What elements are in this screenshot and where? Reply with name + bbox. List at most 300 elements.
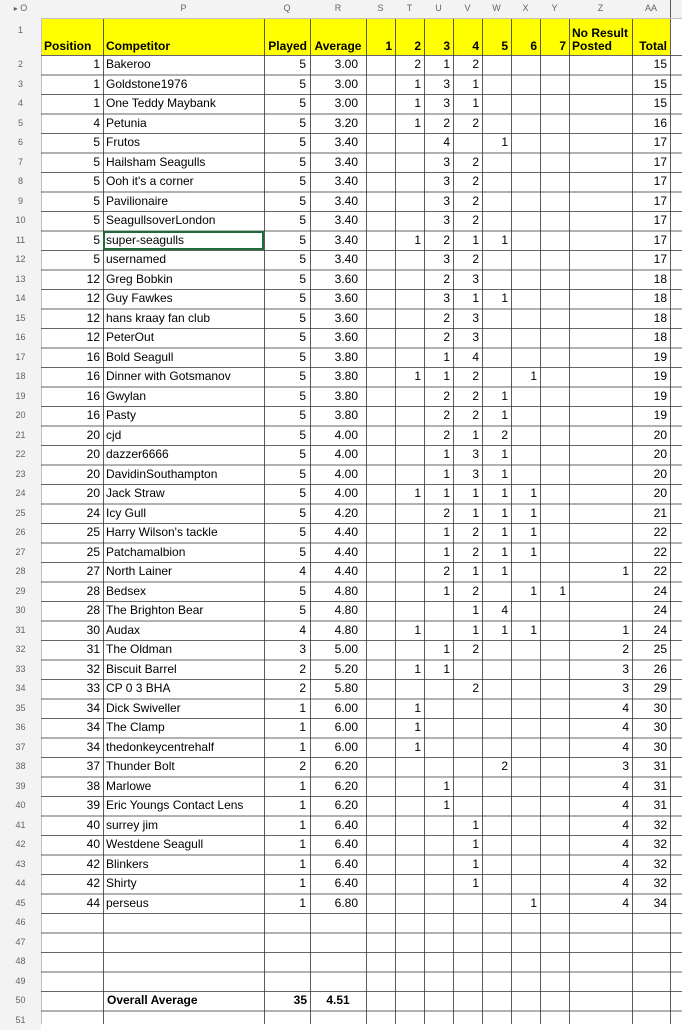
data-cell[interactable]: 5: [41, 231, 103, 251]
data-cell[interactable]: 2: [395, 55, 424, 75]
data-cell[interactable]: 39: [41, 796, 103, 816]
row-number[interactable]: 20: [0, 406, 41, 426]
data-cell[interactable]: 6.00: [310, 718, 366, 738]
data-cell[interactable]: [424, 972, 453, 992]
data-cell[interactable]: [569, 484, 632, 504]
data-cell[interactable]: 5: [264, 387, 310, 407]
data-cell[interactable]: 2: [264, 757, 310, 777]
competitor-cell[interactable]: Gwylan: [103, 387, 264, 407]
data-cell[interactable]: 4.00: [310, 465, 366, 485]
data-cell[interactable]: 15: [632, 94, 670, 114]
header-cell[interactable]: [632, 18, 670, 55]
data-cell[interactable]: [482, 855, 511, 875]
data-cell[interactable]: 2: [453, 55, 482, 75]
data-cell[interactable]: [540, 153, 569, 173]
competitor-cell[interactable]: Petunia: [103, 114, 264, 134]
data-cell[interactable]: 1: [264, 718, 310, 738]
competitor-cell[interactable]: CP 0 3 BHA: [103, 679, 264, 699]
competitor-cell[interactable]: cjd: [103, 426, 264, 446]
data-cell[interactable]: [482, 777, 511, 797]
data-cell[interactable]: [540, 94, 569, 114]
data-cell[interactable]: [453, 660, 482, 680]
data-cell[interactable]: 34: [41, 699, 103, 719]
data-cell[interactable]: 4.40: [310, 543, 366, 563]
data-cell[interactable]: 4: [453, 348, 482, 368]
data-cell[interactable]: 1: [424, 445, 453, 465]
data-cell[interactable]: 20: [632, 484, 670, 504]
data-cell[interactable]: [366, 582, 395, 602]
data-cell[interactable]: 2: [424, 231, 453, 251]
data-cell[interactable]: [569, 972, 632, 992]
row-number[interactable]: 8: [0, 172, 41, 192]
data-cell[interactable]: 16: [41, 387, 103, 407]
data-cell[interactable]: [482, 738, 511, 758]
data-cell[interactable]: 34: [632, 894, 670, 914]
data-cell[interactable]: 2: [453, 640, 482, 660]
data-cell[interactable]: 2: [264, 660, 310, 680]
row-number[interactable]: 38: [0, 757, 41, 777]
data-cell[interactable]: 17: [632, 172, 670, 192]
data-cell[interactable]: 1: [424, 777, 453, 797]
row-number[interactable]: 2: [0, 55, 41, 75]
data-cell[interactable]: 31: [632, 777, 670, 797]
data-cell[interactable]: [366, 1011, 395, 1030]
data-cell[interactable]: [424, 913, 453, 933]
data-cell[interactable]: 2: [424, 309, 453, 329]
data-cell[interactable]: 1: [511, 484, 540, 504]
data-cell[interactable]: [540, 913, 569, 933]
data-cell[interactable]: [395, 426, 424, 446]
data-cell[interactable]: 1: [482, 289, 511, 309]
data-cell[interactable]: [511, 991, 540, 1011]
competitor-cell[interactable]: The Clamp: [103, 718, 264, 738]
data-cell[interactable]: 1: [424, 582, 453, 602]
data-cell[interactable]: [482, 250, 511, 270]
data-cell[interactable]: [453, 738, 482, 758]
data-cell[interactable]: [540, 972, 569, 992]
data-cell[interactable]: [395, 465, 424, 485]
data-cell[interactable]: 1: [424, 543, 453, 563]
data-cell[interactable]: 19: [632, 367, 670, 387]
data-cell[interactable]: [424, 621, 453, 641]
data-cell[interactable]: 15: [632, 75, 670, 95]
data-cell[interactable]: 3.40: [310, 192, 366, 212]
data-cell[interactable]: [511, 952, 540, 972]
competitor-cell[interactable]: hans kraay fan club: [103, 309, 264, 329]
data-cell[interactable]: [511, 289, 540, 309]
data-cell[interactable]: 1: [453, 426, 482, 446]
data-cell[interactable]: [540, 816, 569, 836]
data-cell[interactable]: 5: [264, 328, 310, 348]
data-cell[interactable]: 3.60: [310, 289, 366, 309]
data-cell[interactable]: 1: [569, 621, 632, 641]
data-cell[interactable]: [540, 874, 569, 894]
data-cell[interactable]: [453, 718, 482, 738]
data-cell[interactable]: [482, 1011, 511, 1030]
header-cell[interactable]: [569, 18, 632, 55]
data-cell[interactable]: [366, 738, 395, 758]
data-cell[interactable]: [424, 835, 453, 855]
data-cell[interactable]: 1: [453, 562, 482, 582]
header-cell[interactable]: [264, 18, 310, 55]
column-header[interactable]: [569, 0, 632, 18]
competitor-cell[interactable]: Blinkers: [103, 855, 264, 875]
data-cell[interactable]: [511, 738, 540, 758]
data-cell[interactable]: [540, 367, 569, 387]
data-cell[interactable]: [395, 328, 424, 348]
data-cell[interactable]: 3.60: [310, 309, 366, 329]
data-cell[interactable]: 4.51: [310, 991, 366, 1011]
row-number[interactable]: 14: [0, 289, 41, 309]
data-cell[interactable]: 2: [453, 679, 482, 699]
data-cell[interactable]: [511, 660, 540, 680]
data-cell[interactable]: [540, 523, 569, 543]
data-cell[interactable]: 2: [424, 270, 453, 290]
data-cell[interactable]: 3: [569, 660, 632, 680]
data-cell[interactable]: 25: [41, 543, 103, 563]
data-cell[interactable]: [511, 562, 540, 582]
data-cell[interactable]: [540, 640, 569, 660]
data-cell[interactable]: 1: [395, 114, 424, 134]
data-cell[interactable]: 1: [395, 231, 424, 251]
competitor-cell[interactable]: One Teddy Maybank: [103, 94, 264, 114]
data-cell[interactable]: 15: [632, 55, 670, 75]
data-cell[interactable]: [511, 816, 540, 836]
data-cell[interactable]: [569, 445, 632, 465]
data-cell[interactable]: [540, 796, 569, 816]
data-cell[interactable]: [366, 426, 395, 446]
data-cell[interactable]: [540, 991, 569, 1011]
row-number[interactable]: 44: [0, 874, 41, 894]
data-cell[interactable]: [366, 94, 395, 114]
data-cell[interactable]: [366, 972, 395, 992]
competitor-cell[interactable]: Dick Swiveller: [103, 699, 264, 719]
data-cell[interactable]: [366, 913, 395, 933]
data-cell[interactable]: [482, 367, 511, 387]
competitor-cell[interactable]: [103, 933, 264, 953]
data-cell[interactable]: [540, 270, 569, 290]
data-cell[interactable]: 5: [41, 153, 103, 173]
data-cell[interactable]: 1: [511, 523, 540, 543]
data-cell[interactable]: [540, 328, 569, 348]
header-cell[interactable]: [511, 18, 540, 55]
competitor-cell[interactable]: Biscuit Barrel: [103, 660, 264, 680]
data-cell[interactable]: [569, 348, 632, 368]
header-cell[interactable]: [540, 18, 569, 55]
data-cell[interactable]: [395, 270, 424, 290]
data-cell[interactable]: 16: [41, 406, 103, 426]
competitor-cell[interactable]: Guy Fawkes: [103, 289, 264, 309]
data-cell[interactable]: [424, 933, 453, 953]
data-cell[interactable]: 1: [424, 523, 453, 543]
data-cell[interactable]: [569, 55, 632, 75]
row-number[interactable]: 4: [0, 94, 41, 114]
data-cell[interactable]: 2: [453, 523, 482, 543]
row-number[interactable]: 50: [0, 991, 41, 1011]
data-cell[interactable]: [366, 835, 395, 855]
row-number[interactable]: 42: [0, 835, 41, 855]
data-cell[interactable]: [540, 738, 569, 758]
data-cell[interactable]: 6.40: [310, 816, 366, 836]
data-cell[interactable]: 1: [453, 484, 482, 504]
data-cell[interactable]: 1: [482, 465, 511, 485]
data-cell[interactable]: 1: [453, 94, 482, 114]
data-cell[interactable]: [482, 309, 511, 329]
data-cell[interactable]: 1: [511, 894, 540, 914]
data-cell[interactable]: 3: [453, 445, 482, 465]
data-cell[interactable]: 32: [632, 816, 670, 836]
data-cell[interactable]: 3: [424, 250, 453, 270]
row-number[interactable]: 6: [0, 133, 41, 153]
data-cell[interactable]: 5: [264, 484, 310, 504]
data-cell[interactable]: 3.40: [310, 211, 366, 231]
data-cell[interactable]: 12: [41, 289, 103, 309]
row-number[interactable]: 49: [0, 972, 41, 992]
data-cell[interactable]: [424, 991, 453, 1011]
row-number[interactable]: 45: [0, 894, 41, 914]
data-cell[interactable]: 19: [632, 387, 670, 407]
data-cell[interactable]: [511, 601, 540, 621]
data-cell[interactable]: 32: [632, 874, 670, 894]
data-cell[interactable]: [482, 270, 511, 290]
data-cell[interactable]: 12: [41, 270, 103, 290]
data-cell[interactable]: 1: [264, 855, 310, 875]
data-cell[interactable]: [511, 114, 540, 134]
data-cell[interactable]: [395, 796, 424, 816]
data-cell[interactable]: 2: [453, 114, 482, 134]
data-cell[interactable]: 5: [264, 94, 310, 114]
data-cell[interactable]: [366, 855, 395, 875]
data-cell[interactable]: 3: [424, 211, 453, 231]
data-cell[interactable]: 2: [453, 211, 482, 231]
data-cell[interactable]: [424, 601, 453, 621]
data-cell[interactable]: [424, 816, 453, 836]
competitor-cell[interactable]: [103, 913, 264, 933]
header-cell[interactable]: [482, 18, 511, 55]
data-cell[interactable]: 6.40: [310, 835, 366, 855]
data-cell[interactable]: 1: [482, 387, 511, 407]
data-cell[interactable]: [482, 94, 511, 114]
data-cell[interactable]: 2: [424, 328, 453, 348]
data-cell[interactable]: [511, 133, 540, 153]
data-cell[interactable]: 32: [632, 855, 670, 875]
data-cell[interactable]: 20: [632, 445, 670, 465]
data-cell[interactable]: 5: [264, 348, 310, 368]
data-cell[interactable]: [482, 582, 511, 602]
data-cell[interactable]: 1: [511, 582, 540, 602]
data-cell[interactable]: 4: [41, 114, 103, 134]
row-number[interactable]: 1: [0, 18, 41, 55]
data-cell[interactable]: 4.00: [310, 484, 366, 504]
data-cell[interactable]: 29: [632, 679, 670, 699]
row-number[interactable]: 34: [0, 679, 41, 699]
data-cell[interactable]: 2: [424, 114, 453, 134]
data-cell[interactable]: [569, 504, 632, 524]
data-cell[interactable]: [395, 913, 424, 933]
data-cell[interactable]: [511, 270, 540, 290]
data-cell[interactable]: 1: [482, 484, 511, 504]
data-cell[interactable]: 5: [264, 133, 310, 153]
data-cell[interactable]: 6.40: [310, 874, 366, 894]
data-cell[interactable]: [395, 874, 424, 894]
competitor-cell[interactable]: Eric Youngs Contact Lens: [103, 796, 264, 816]
data-cell[interactable]: 5: [264, 270, 310, 290]
data-cell[interactable]: 5: [264, 250, 310, 270]
data-cell[interactable]: 2: [424, 504, 453, 524]
data-cell[interactable]: [395, 855, 424, 875]
row-number[interactable]: 41: [0, 816, 41, 836]
data-cell[interactable]: 3: [424, 192, 453, 212]
data-cell[interactable]: [366, 133, 395, 153]
data-cell[interactable]: [41, 913, 103, 933]
competitor-cell[interactable]: [103, 952, 264, 972]
column-header[interactable]: [41, 0, 103, 18]
data-cell[interactable]: 5: [264, 172, 310, 192]
data-cell[interactable]: 18: [632, 309, 670, 329]
data-cell[interactable]: 5: [264, 465, 310, 485]
data-cell[interactable]: [366, 367, 395, 387]
competitor-cell[interactable]: Harry Wilson's tackle: [103, 523, 264, 543]
data-cell[interactable]: 5.00: [310, 640, 366, 660]
data-cell[interactable]: [395, 192, 424, 212]
data-cell[interactable]: [511, 348, 540, 368]
competitor-cell[interactable]: Icy Gull: [103, 504, 264, 524]
data-cell[interactable]: 5: [41, 192, 103, 212]
data-cell[interactable]: [569, 328, 632, 348]
data-cell[interactable]: [395, 679, 424, 699]
data-cell[interactable]: [41, 972, 103, 992]
data-cell[interactable]: 44: [41, 894, 103, 914]
data-cell[interactable]: [366, 699, 395, 719]
data-cell[interactable]: 5: [264, 192, 310, 212]
data-cell[interactable]: [424, 855, 453, 875]
data-cell[interactable]: 22: [632, 523, 670, 543]
data-cell[interactable]: 3: [569, 679, 632, 699]
data-cell[interactable]: 1: [453, 504, 482, 524]
data-cell[interactable]: [482, 75, 511, 95]
data-cell[interactable]: 4: [569, 874, 632, 894]
column-header[interactable]: [366, 0, 395, 18]
data-cell[interactable]: 40: [41, 816, 103, 836]
data-cell[interactable]: 3.20: [310, 114, 366, 134]
data-cell[interactable]: [366, 621, 395, 641]
data-cell[interactable]: [482, 328, 511, 348]
row-number[interactable]: 19: [0, 387, 41, 407]
data-cell[interactable]: 1: [511, 367, 540, 387]
data-cell[interactable]: 2: [424, 426, 453, 446]
row-number[interactable]: 5: [0, 114, 41, 134]
data-cell[interactable]: 2: [482, 757, 511, 777]
competitor-cell[interactable]: Dinner with Gotsmanov: [103, 367, 264, 387]
competitor-cell[interactable]: Bedsex: [103, 582, 264, 602]
data-cell[interactable]: 2: [569, 640, 632, 660]
row-number[interactable]: 31: [0, 621, 41, 641]
data-cell[interactable]: [395, 309, 424, 329]
data-cell[interactable]: [366, 348, 395, 368]
data-cell[interactable]: 5: [41, 133, 103, 153]
data-cell[interactable]: [511, 75, 540, 95]
data-cell[interactable]: 1: [540, 582, 569, 602]
data-cell[interactable]: 38: [41, 777, 103, 797]
data-cell[interactable]: 20: [41, 484, 103, 504]
data-cell[interactable]: [482, 835, 511, 855]
data-cell[interactable]: 5: [264, 406, 310, 426]
data-cell[interactable]: [366, 55, 395, 75]
competitor-cell[interactable]: Greg Bobkin: [103, 270, 264, 290]
data-cell[interactable]: 1: [424, 55, 453, 75]
data-cell[interactable]: 3.80: [310, 348, 366, 368]
data-cell[interactable]: [310, 972, 366, 992]
data-cell[interactable]: [366, 406, 395, 426]
data-cell[interactable]: 6.80: [310, 894, 366, 914]
data-cell[interactable]: [395, 133, 424, 153]
data-cell[interactable]: [569, 582, 632, 602]
data-cell[interactable]: [482, 55, 511, 75]
data-cell[interactable]: 2: [424, 406, 453, 426]
data-cell[interactable]: [395, 835, 424, 855]
data-cell[interactable]: [264, 952, 310, 972]
data-cell[interactable]: [511, 94, 540, 114]
data-cell[interactable]: 1: [424, 484, 453, 504]
data-cell[interactable]: [540, 855, 569, 875]
data-cell[interactable]: [632, 933, 670, 953]
data-cell[interactable]: [366, 172, 395, 192]
competitor-cell[interactable]: Overall Average: [103, 991, 264, 1011]
data-cell[interactable]: [395, 816, 424, 836]
competitor-cell[interactable]: [103, 1011, 264, 1030]
competitor-cell[interactable]: Pavilionaire: [103, 192, 264, 212]
data-cell[interactable]: 16: [41, 348, 103, 368]
data-cell[interactable]: [453, 972, 482, 992]
data-cell[interactable]: 1: [424, 348, 453, 368]
data-cell[interactable]: 17: [632, 250, 670, 270]
data-cell[interactable]: [366, 640, 395, 660]
data-cell[interactable]: [540, 484, 569, 504]
data-cell[interactable]: [540, 1011, 569, 1030]
data-cell[interactable]: 3: [424, 153, 453, 173]
data-cell[interactable]: [540, 543, 569, 563]
data-cell[interactable]: 1: [395, 718, 424, 738]
data-cell[interactable]: 2: [453, 387, 482, 407]
data-cell[interactable]: [569, 465, 632, 485]
data-cell[interactable]: [511, 328, 540, 348]
competitor-cell[interactable]: North Lainer: [103, 562, 264, 582]
data-cell[interactable]: 5: [264, 523, 310, 543]
data-cell[interactable]: [453, 133, 482, 153]
row-number[interactable]: 36: [0, 718, 41, 738]
data-cell[interactable]: [366, 777, 395, 797]
data-cell[interactable]: [482, 874, 511, 894]
data-cell[interactable]: [569, 270, 632, 290]
data-cell[interactable]: 1: [395, 367, 424, 387]
data-cell[interactable]: [366, 816, 395, 836]
data-cell[interactable]: [540, 114, 569, 134]
data-cell[interactable]: 3.00: [310, 75, 366, 95]
data-cell[interactable]: 1: [424, 465, 453, 485]
row-number[interactable]: 17: [0, 348, 41, 368]
data-cell[interactable]: [540, 933, 569, 953]
data-cell[interactable]: 4: [569, 894, 632, 914]
data-cell[interactable]: 2: [453, 192, 482, 212]
data-cell[interactable]: [366, 523, 395, 543]
data-cell[interactable]: 1: [395, 484, 424, 504]
data-cell[interactable]: [366, 504, 395, 524]
data-cell[interactable]: [366, 952, 395, 972]
data-cell[interactable]: 21: [632, 504, 670, 524]
data-cell[interactable]: 24: [632, 621, 670, 641]
data-cell[interactable]: 3.60: [310, 328, 366, 348]
data-cell[interactable]: 5: [264, 114, 310, 134]
